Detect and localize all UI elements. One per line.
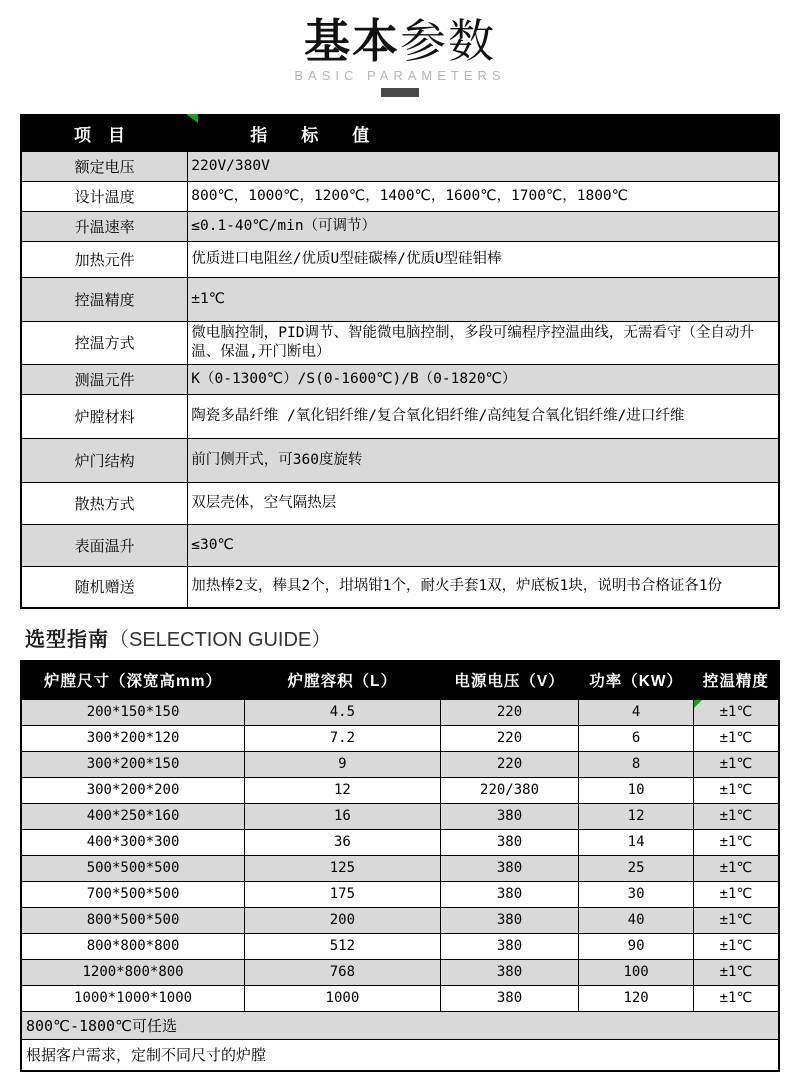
cell-volume: 175 (245, 881, 441, 907)
cell-power: 100 (579, 959, 693, 985)
table-row (21, 151, 779, 181)
cell-power: 8 (579, 751, 693, 777)
table-row (21, 482, 779, 524)
cell-volume: 125 (245, 855, 441, 881)
cell-volume: 36 (245, 829, 441, 855)
cell-precision: ±1℃ (693, 855, 779, 881)
cell-voltage: 380 (440, 933, 579, 959)
cell-power: 40 (579, 907, 693, 933)
table-row (21, 959, 779, 985)
cell-precision: ±1℃ (693, 803, 779, 829)
param-value: K（0-1300℃）/S(0-1600℃)/B（0-1820℃） (188, 364, 779, 394)
table-row (21, 777, 779, 803)
cell-power: 120 (579, 985, 693, 1011)
param-label: 炉门结构 (21, 438, 188, 482)
param-value: ≤30℃ (188, 524, 779, 566)
table-row (21, 364, 779, 394)
cell-volume: 16 (245, 803, 441, 829)
param-label: 设计温度 (21, 181, 188, 211)
cell-size: 300*200*150 (21, 751, 245, 777)
table-row (21, 241, 779, 277)
footnote-custom-size: 根据客户需求，定制不同尺寸的炉膛 (21, 1039, 779, 1071)
table-row (21, 277, 779, 321)
param-label: 额定电压 (21, 151, 188, 181)
param-label: 散热方式 (21, 482, 188, 524)
cell-volume: 9 (245, 751, 441, 777)
page-title-light: 参数 (400, 15, 496, 67)
cell-size: 500*500*500 (21, 855, 245, 881)
cell-voltage: 220/380 (440, 777, 579, 803)
cell-voltage: 220 (440, 725, 579, 751)
cell-volume: 200 (245, 907, 441, 933)
col-precision: 控温精度 (693, 661, 779, 699)
table-row (21, 699, 779, 725)
footnote-row (21, 1039, 779, 1071)
param-value: 双层壳体，空气隔热层 (188, 482, 779, 524)
table-row (21, 933, 779, 959)
cell-volume: 4.5 (245, 699, 441, 725)
table-row (21, 321, 779, 364)
table-row (21, 211, 779, 241)
header-item: 项 目 (21, 115, 188, 151)
param-value: 220V/380V (188, 151, 779, 181)
selection-guide-heading (25, 623, 800, 652)
cell-size: 800*800*800 (21, 933, 245, 959)
cell-precision: ±1℃ (693, 959, 779, 985)
cell-volume: 768 (245, 959, 441, 985)
cell-voltage: 380 (440, 829, 579, 855)
cell-voltage: 380 (440, 985, 579, 1011)
param-value: ≤0.1-40℃/min（可调节） (188, 211, 779, 241)
param-value: 加热棒2支，棒具2个，坩埚钳1个，耐火手套1双，炉底板1块，说明书合格证各1份 (188, 566, 779, 608)
cell-power: 30 (579, 881, 693, 907)
table-row (21, 566, 779, 608)
cell-precision: ±1℃ (693, 751, 779, 777)
param-label: 测温元件 (21, 364, 188, 394)
col-power: 功率（KW） (579, 661, 693, 699)
param-value: ±1℃ (188, 277, 779, 321)
cell-size: 300*200*200 (21, 777, 245, 803)
selection-guide-section (20, 660, 780, 1072)
basic-parameters-table (20, 114, 780, 609)
param-label: 炉膛材料 (21, 394, 188, 438)
table-row (21, 394, 779, 438)
table-row (21, 907, 779, 933)
cell-precision-text: ±1℃ (719, 704, 753, 720)
cell-voltage: 380 (440, 959, 579, 985)
table-row (21, 855, 779, 881)
cell-power: 90 (579, 933, 693, 959)
cell-volume: 7.2 (245, 725, 441, 751)
cell-size: 400*300*300 (21, 829, 245, 855)
cell-size: 1000*1000*1000 (21, 985, 245, 1011)
param-label: 控温精度 (21, 277, 188, 321)
cell-size: 800*500*500 (21, 907, 245, 933)
cell-precision: ±1℃ (693, 829, 779, 855)
page-title (0, 16, 800, 66)
table-row (21, 438, 779, 482)
cell-voltage: 220 (440, 751, 579, 777)
page-header (0, 0, 800, 97)
cell-power: 10 (579, 777, 693, 803)
col-chamber-size: 炉膛尺寸（深宽高mm） (21, 661, 245, 699)
cell-power: 25 (579, 855, 693, 881)
table-row (21, 524, 779, 566)
cell-precision (693, 699, 779, 725)
basic-table-header-row (21, 115, 779, 151)
cell-volume: 1000 (245, 985, 441, 1011)
param-label: 升温速率 (21, 211, 188, 241)
selection-guide-heading-zh: 选型指南 (25, 629, 109, 651)
footnote-temperature-range: 800℃-1800℃可任选 (21, 1011, 779, 1039)
cell-precision: ±1℃ (693, 907, 779, 933)
header-value: 指 标 值 (188, 115, 779, 151)
cell-precision: ±1℃ (693, 933, 779, 959)
cell-volume: 12 (245, 777, 441, 803)
cell-power: 12 (579, 803, 693, 829)
cell-voltage: 380 (440, 855, 579, 881)
param-label: 控温方式 (21, 321, 188, 364)
comment-marker-icon (694, 700, 702, 708)
cell-voltage: 380 (440, 881, 579, 907)
col-chamber-volume: 炉膛容积（L） (245, 661, 441, 699)
cell-power: 14 (579, 829, 693, 855)
cell-precision: ±1℃ (693, 985, 779, 1011)
table-row (21, 725, 779, 751)
table-row (21, 881, 779, 907)
cell-volume: 512 (245, 933, 441, 959)
param-value: 前门侧开式，可360度旋转 (188, 438, 779, 482)
cell-precision: ±1℃ (693, 725, 779, 751)
table-row (21, 803, 779, 829)
table-row (21, 985, 779, 1011)
param-value: 微电脑控制，PID调节、智能微电脑控制，多段可编程序控温曲线，无需看守（全自动升温、保温,开门断电） (188, 321, 779, 364)
table-row (21, 751, 779, 777)
cell-size: 300*200*120 (21, 725, 245, 751)
param-value: 800℃，1000℃，1200℃，1400℃，1600℃，1700℃，1800℃ (188, 181, 779, 211)
page-title-bold: 基本 (304, 15, 400, 67)
cell-power: 4 (579, 699, 693, 725)
cell-precision: ±1℃ (693, 777, 779, 803)
param-value: 优质进口电阻丝/优质U型硅碳棒/优质U型硅钼棒 (188, 241, 779, 277)
param-label: 加热元件 (21, 241, 188, 277)
selection-guide-heading-en: （SELECTION GUIDE） (109, 629, 332, 651)
page-subtitle: BASIC PARAMETERS (294, 68, 506, 83)
guide-table-header-row (21, 661, 779, 699)
cell-precision: ±1℃ (693, 881, 779, 907)
comment-marker-icon (186, 114, 198, 123)
cell-size: 400*250*160 (21, 803, 245, 829)
cell-size: 200*150*150 (21, 699, 245, 725)
basic-parameters-section (20, 114, 780, 609)
title-underline-bar (381, 88, 419, 97)
param-label: 随机赠送 (21, 566, 188, 608)
selection-guide-table (20, 660, 780, 1072)
cell-voltage: 380 (440, 803, 579, 829)
param-value: 陶瓷多晶纤维 /氧化铝纤维/复合氧化铝纤维/高纯复合氧化铝纤维/进口纤维 (188, 394, 779, 438)
cell-voltage: 220 (440, 699, 579, 725)
cell-size: 700*500*500 (21, 881, 245, 907)
cell-size: 1200*800*800 (21, 959, 245, 985)
footnote-row (21, 1011, 779, 1039)
cell-power: 6 (579, 725, 693, 751)
table-row (21, 181, 779, 211)
table-row (21, 829, 779, 855)
param-label: 表面温升 (21, 524, 188, 566)
col-voltage: 电源电压（V） (440, 661, 579, 699)
cell-voltage: 380 (440, 907, 579, 933)
